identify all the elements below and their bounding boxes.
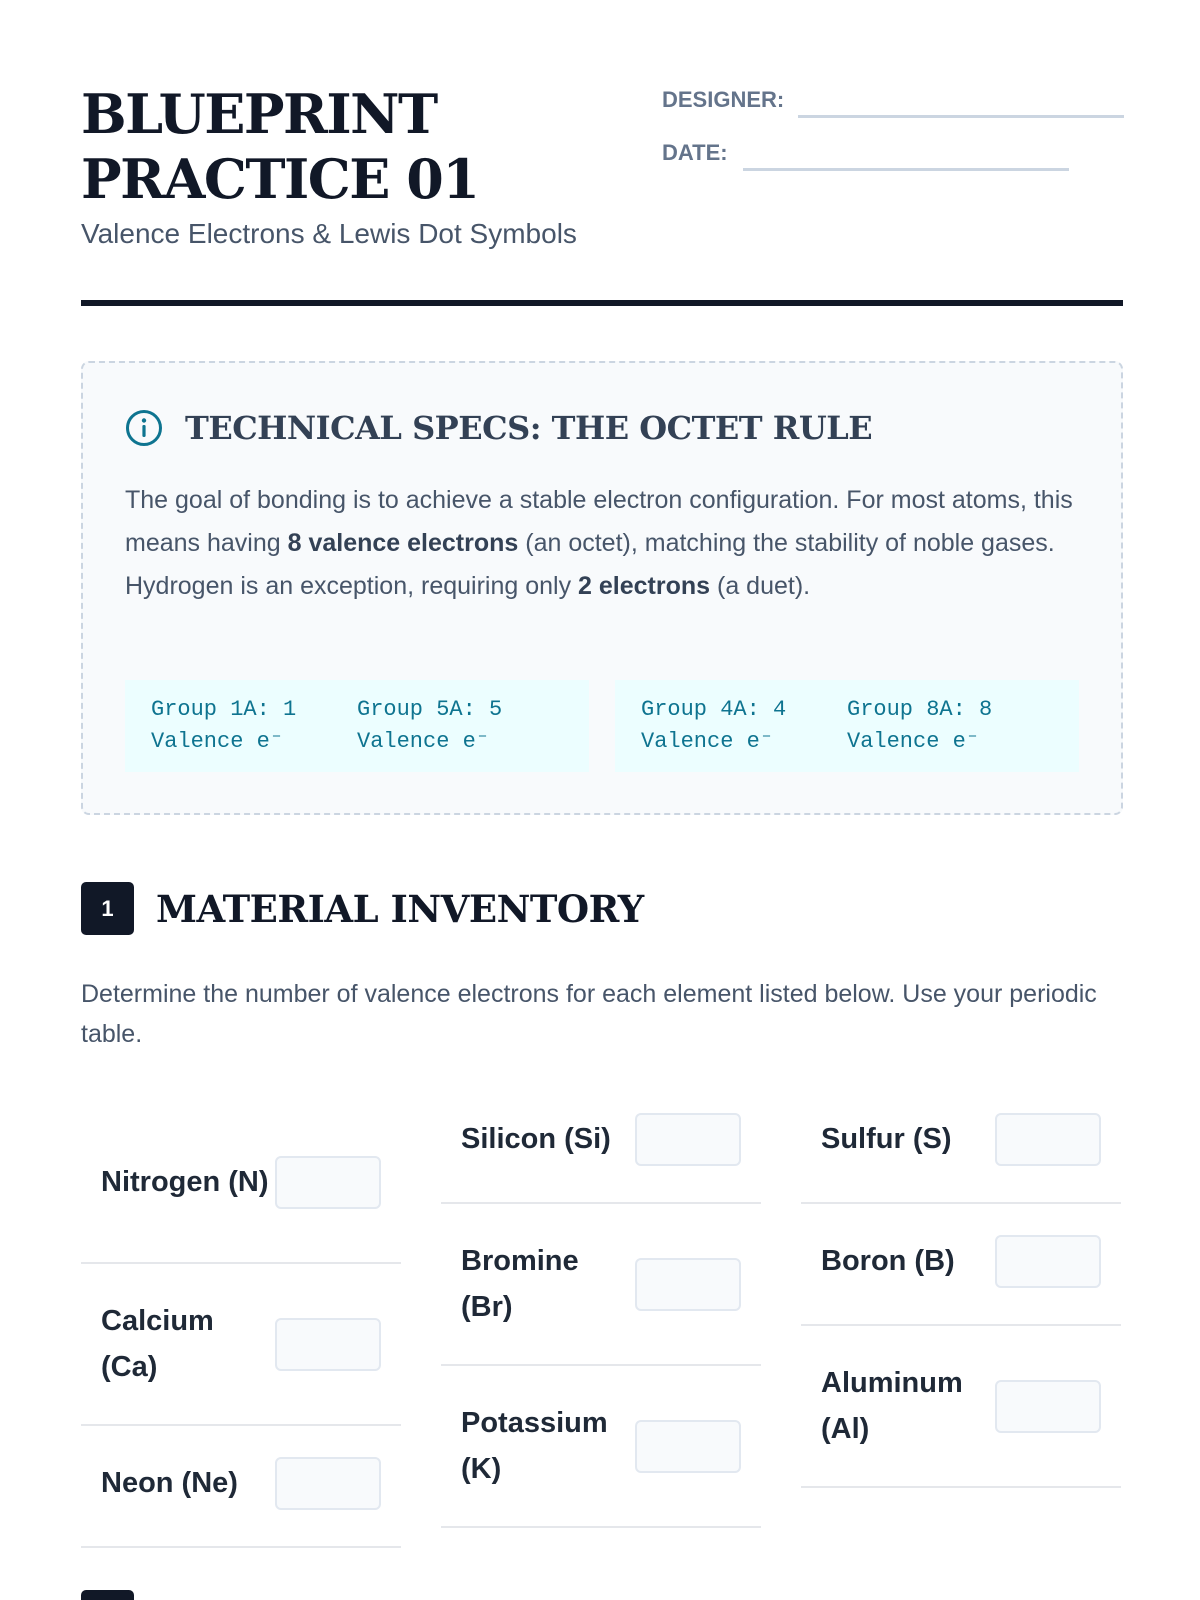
info-icon — [125, 409, 163, 447]
valence-answer-box[interactable] — [995, 1235, 1101, 1288]
group-item — [151, 694, 357, 772]
element-name: Boron (B) — [821, 1245, 955, 1277]
date-row — [662, 138, 1124, 191]
specs-text-part-3: (a duet). — [710, 572, 811, 600]
designer-row — [662, 85, 1124, 138]
element-name: Silicon (Si) — [461, 1123, 611, 1155]
date-label: DATE: — [662, 140, 728, 165]
page-title-line-1: BLUEPRINT — [81, 82, 437, 146]
element-row — [81, 1426, 401, 1548]
element-row — [81, 1102, 401, 1264]
group-unit: Valence e⁻ — [847, 729, 980, 754]
element-name: Calcium (Ca) — [101, 1305, 214, 1383]
element-column-2 — [441, 1082, 761, 1528]
element-row — [441, 1082, 761, 1204]
group-item — [357, 694, 563, 772]
section-2-number-badge — [81, 1590, 134, 1600]
section-description: Determine the number of valence electrons for each element listed below. Use your periodic table. — [81, 980, 1097, 1048]
specs-header — [125, 408, 872, 448]
valence-answer-box[interactable] — [635, 1420, 741, 1473]
valence-answer-box[interactable] — [275, 1457, 381, 1510]
valence-answer-box[interactable] — [275, 1156, 381, 1209]
page-subtitle: Valence Electrons & Lewis Dot Symbols — [81, 218, 577, 249]
element-name: Neon (Ne) — [101, 1467, 238, 1499]
group-code-box — [125, 680, 589, 772]
section-1-header — [81, 882, 644, 935]
page-header — [81, 82, 1123, 249]
valence-answer-box[interactable] — [635, 1113, 741, 1166]
specs-bold-duet: 2 electrons — [578, 572, 711, 600]
specs-text-part-1: The goal of bonding is to achieve a stable electron configuration. For most atoms, this means having — [125, 486, 1073, 557]
group-label: Group 1A: 1 — [151, 697, 297, 722]
element-name: Sulfur (S) — [821, 1123, 952, 1155]
element-row — [441, 1204, 761, 1366]
group-code-box — [615, 680, 1079, 772]
header-divider — [81, 300, 1123, 306]
valence-answer-box[interactable] — [995, 1113, 1101, 1166]
element-name: Aluminum (Al) — [821, 1367, 963, 1445]
designer-label: DESIGNER: — [662, 87, 785, 112]
group-label: Group 8A: 8 — [847, 697, 993, 722]
group-label: Group 5A: 5 — [357, 697, 503, 722]
specs-text-part-2: (an octet), matching the stability of noble gases. Hydrogen is an exception, requiring only — [125, 529, 1055, 600]
specs-paragraph — [125, 479, 1075, 608]
group-unit: Valence e⁻ — [641, 729, 774, 754]
meta-fields — [662, 85, 1124, 191]
section-number-badge: 1 — [81, 882, 134, 935]
element-name: Bromine (Br) — [461, 1245, 579, 1323]
element-row — [801, 1204, 1121, 1326]
group-label: Group 4A: 4 — [641, 697, 787, 722]
element-row — [441, 1366, 761, 1528]
group-item — [847, 694, 1053, 772]
element-name: Potassium (K) — [461, 1407, 608, 1485]
element-row — [801, 1326, 1121, 1488]
element-name: Nitrogen (N) — [101, 1166, 269, 1198]
specs-title: TECHNICAL SPECS: THE OCTET RULE — [185, 409, 873, 447]
valence-answer-box[interactable] — [275, 1318, 381, 1371]
element-column-1 — [81, 1102, 401, 1548]
specs-bold-octet: 8 valence electrons — [287, 529, 519, 557]
valence-answer-box[interactable] — [995, 1380, 1101, 1433]
group-item — [641, 694, 847, 772]
valence-answer-box[interactable] — [635, 1258, 741, 1311]
element-row — [81, 1264, 401, 1426]
element-column-3 — [801, 1082, 1121, 1488]
group-unit: Valence e⁻ — [357, 729, 490, 754]
page-title-line-2: PRACTICE 01 — [81, 147, 479, 211]
section-title: MATERIAL INVENTORY — [156, 886, 644, 931]
specs-panel — [81, 361, 1123, 815]
group-unit: Valence e⁻ — [151, 729, 284, 754]
designer-field[interactable] — [798, 115, 1124, 118]
date-field[interactable] — [743, 168, 1069, 171]
element-row — [801, 1082, 1121, 1204]
